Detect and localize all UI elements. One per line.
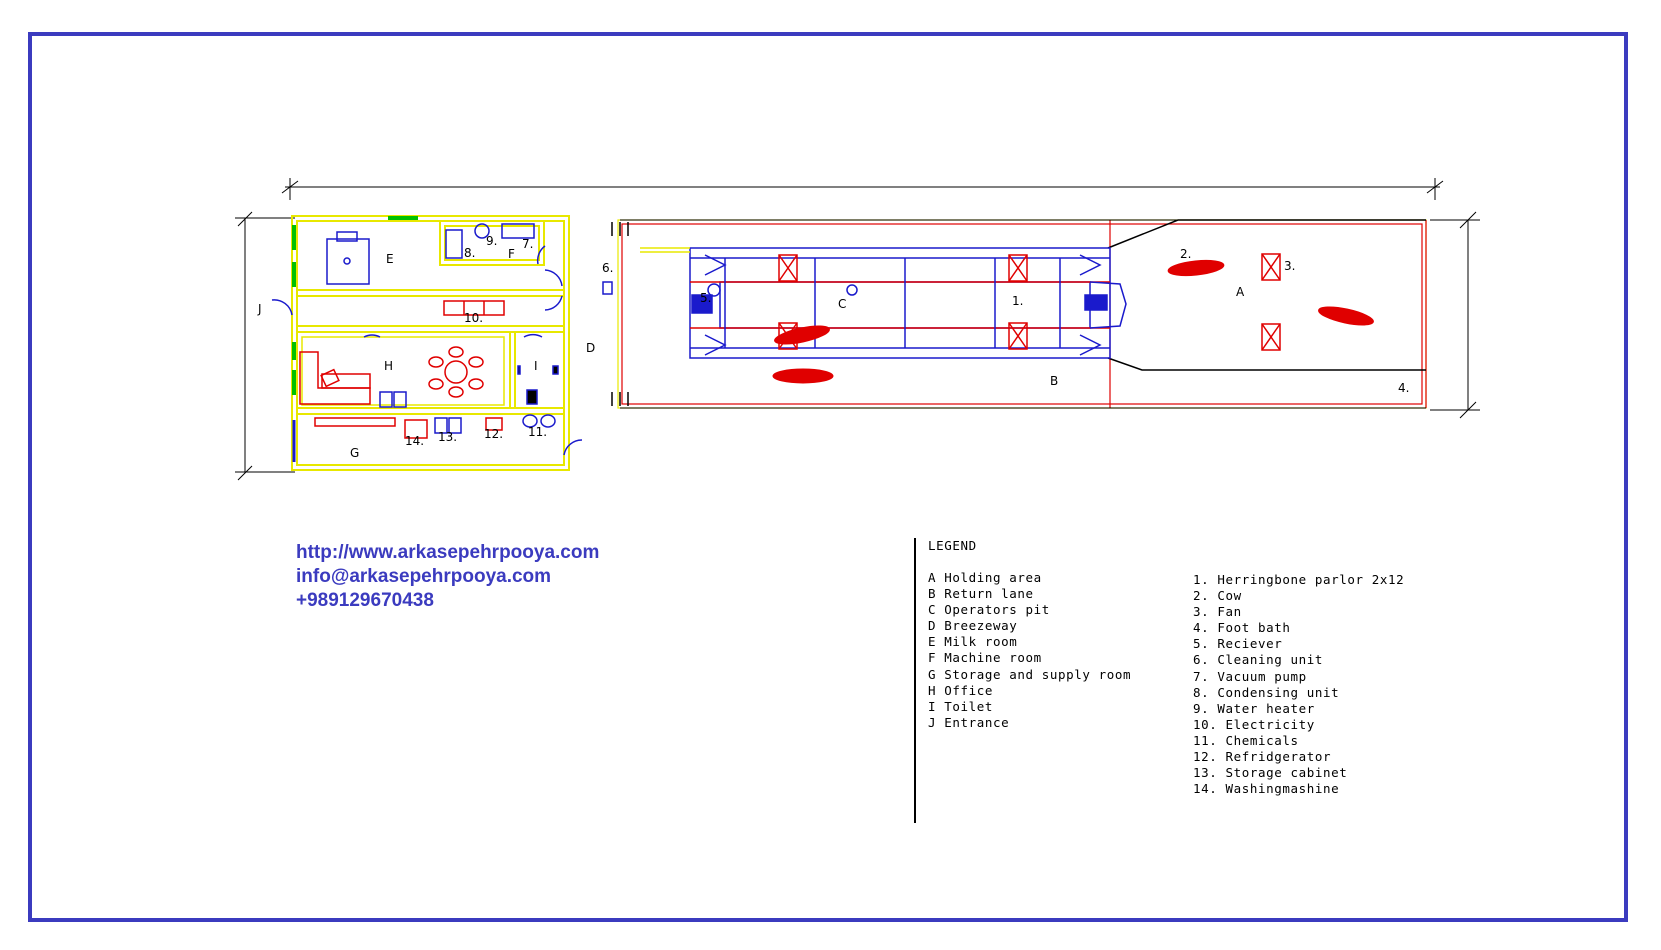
cows (773, 258, 1375, 383)
legend-item: 7. Vacuum pump (1193, 668, 1307, 684)
legend-item: 10. Electricity (1193, 716, 1315, 732)
legend-item: 9. Water heater (1193, 700, 1315, 716)
label-6: 6. (602, 261, 614, 275)
label-C: C (838, 297, 847, 311)
label-I: I (534, 359, 538, 373)
legend-item: 8. Condensing unit (1193, 684, 1340, 700)
legend-items (1193, 572, 1404, 797)
plan-labels (257, 234, 1409, 460)
label-3: 3. (1284, 259, 1296, 273)
legend-area-item: A Holding area (928, 570, 1042, 585)
legend-area-item: C Operators pit (928, 602, 1050, 618)
email-link[interactable]: info@arkasepehrpooya.com (296, 566, 552, 587)
label-10: 10. (464, 311, 484, 325)
label-E: E (386, 252, 394, 266)
label-D: D (586, 341, 596, 355)
legend-area-item: F Machine room (928, 650, 1042, 666)
label-12: 12. (484, 427, 504, 441)
legend-area-item: I Toilet (928, 698, 994, 714)
label-13: 13. (438, 430, 458, 444)
legend-title: LEGEND (928, 538, 977, 553)
label-4: 4. (1398, 381, 1410, 395)
legend-area-item: G Storage and supply room (928, 666, 1132, 682)
legend-area-item: H Office (928, 682, 994, 698)
legend-item: 3. Fan (1193, 604, 1242, 620)
legend-area-item: D Breezeway (928, 618, 1018, 634)
legend-item: 13. Storage cabinet (1193, 765, 1348, 781)
phone-number: +989129670438 (296, 590, 434, 611)
legend-item: 1. Herringbone parlor 2x12 (1193, 572, 1405, 587)
legend-divider (914, 538, 916, 823)
legend-item: 6. Cleaning unit (1193, 652, 1324, 668)
legend-item: 11. Chemicals (1193, 732, 1299, 748)
label-G: G (350, 446, 360, 460)
label-1: 1. (1012, 294, 1024, 308)
label-H: H (384, 359, 394, 373)
label-11: 11. (528, 425, 548, 439)
legend-item: 4. Foot bath (1193, 620, 1291, 636)
legend-item: 14. Washingmashine (1193, 781, 1340, 797)
label-8: 8. (464, 246, 476, 260)
label-B: B (1050, 374, 1059, 388)
legend-area-item: E Milk room (928, 634, 1018, 650)
label-F: F (508, 247, 515, 261)
windows (294, 218, 418, 395)
label-9: 9. (486, 234, 498, 248)
legend-item: 12. Refridgerator (1193, 749, 1332, 765)
label-J: J (258, 302, 262, 316)
label-14: 14. (405, 434, 425, 448)
legend-area-item: B Return lane (928, 586, 1034, 602)
label-2: 2. (1180, 247, 1192, 261)
legend-item: 2. Cow (1193, 588, 1242, 604)
website-link[interactable]: http://www.arkasepehrpooya.com (296, 542, 600, 563)
label-A: A (1236, 285, 1245, 299)
legend-areas (928, 570, 1131, 731)
label-5: 5. (700, 291, 712, 305)
herringbone-parlor (603, 222, 1126, 406)
legend-item: 5. Reciever (1193, 636, 1283, 652)
contact-info (296, 541, 599, 613)
label-7: 7. (522, 237, 534, 251)
legend-area-item: J Entrance (928, 714, 1010, 730)
